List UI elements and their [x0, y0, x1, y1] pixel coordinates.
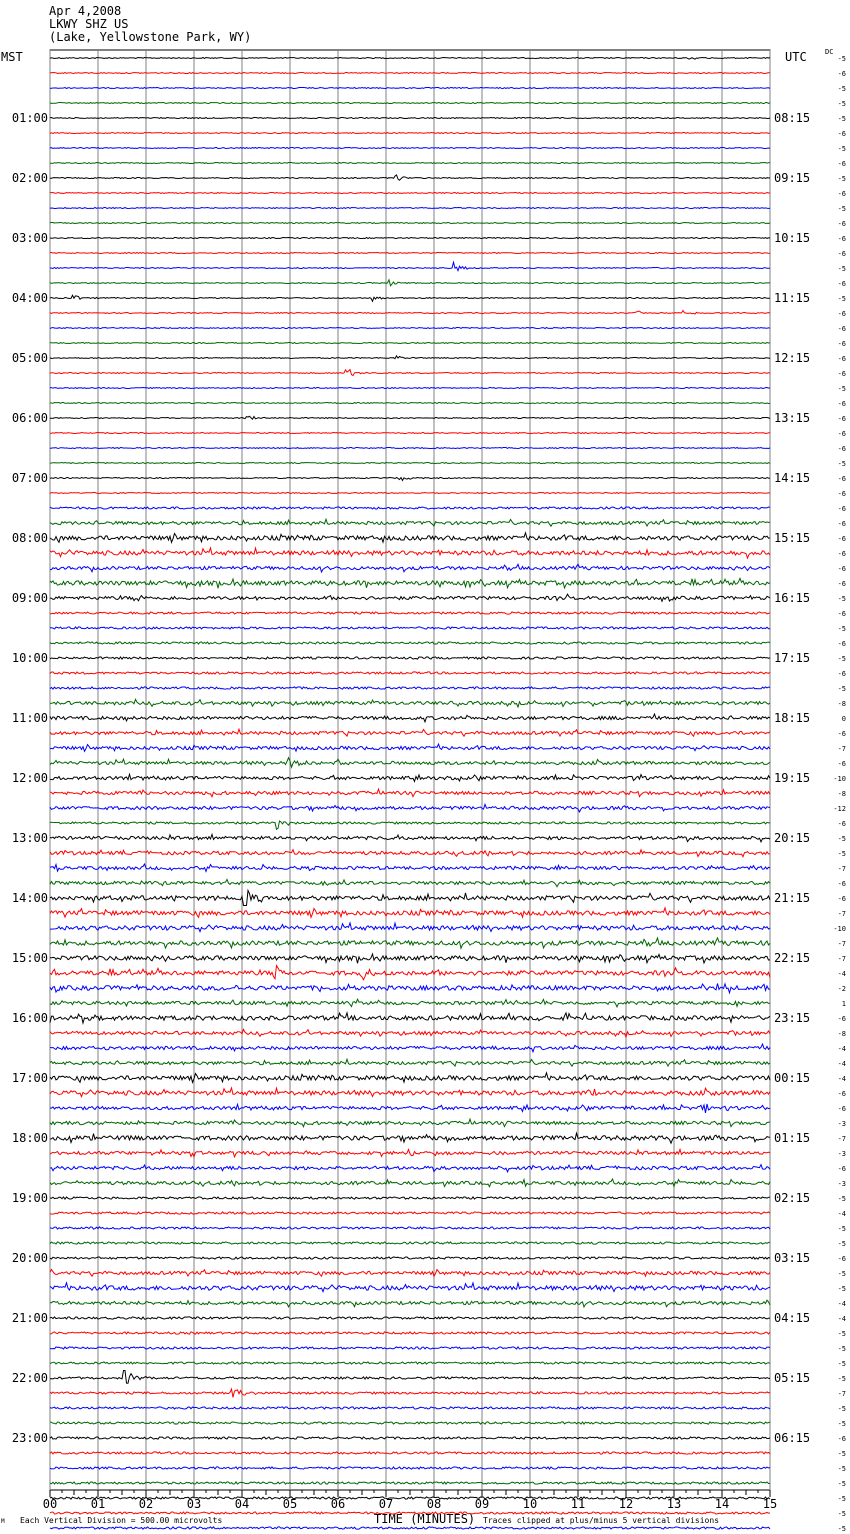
trace-line	[50, 612, 770, 614]
dc-offset-label: -10	[833, 925, 846, 933]
dc-offset-label: -5	[837, 835, 846, 843]
trace-line	[50, 966, 770, 980]
trace-line	[50, 507, 770, 509]
trace-line	[50, 262, 770, 270]
dc-offset-label: -6	[837, 820, 846, 828]
hour-label-utc: 15:15	[774, 531, 811, 545]
hour-label-mst: 08:00	[11, 531, 48, 545]
trace-line	[50, 1133, 770, 1143]
trace-line	[50, 879, 770, 886]
x-tick-label: 08	[426, 1497, 442, 1511]
hour-label-utc: 02:15	[774, 1191, 811, 1205]
dc-label: DC	[825, 48, 834, 56]
trace-line	[50, 834, 770, 842]
trace-line	[50, 1497, 770, 1499]
trace-line	[50, 627, 770, 629]
trace-line	[50, 821, 770, 829]
dc-offset-label: -6	[837, 130, 846, 138]
hour-label-mst: 01:00	[11, 111, 48, 125]
dc-offset-label: -5	[837, 460, 846, 468]
hour-label-utc: 06:15	[774, 1431, 811, 1445]
dc-offset-label: -6	[837, 235, 846, 243]
x-tick-label: 02	[138, 1497, 154, 1511]
trace-line	[50, 1389, 770, 1397]
dc-offset-label: -3	[837, 1180, 846, 1188]
trace-line	[50, 923, 770, 932]
dc-offset-label: -6	[837, 475, 846, 483]
hour-label-mst: 23:00	[11, 1431, 48, 1445]
dc-offset-label: -5	[837, 385, 846, 393]
trace-lines	[50, 58, 770, 1534]
trace-line	[50, 1467, 770, 1469]
x-tick-label: 15	[762, 1497, 778, 1511]
dc-offset-label: -6	[837, 1255, 846, 1263]
trace-line	[50, 193, 770, 194]
trace-line	[50, 1119, 770, 1127]
trace-line	[50, 729, 770, 736]
trace-line	[50, 699, 770, 707]
dc-offset-label: -5	[837, 1510, 846, 1518]
trace-line	[50, 758, 770, 768]
dc-offset-label: -5	[837, 265, 846, 273]
hour-label-utc: 22:15	[774, 951, 811, 965]
trace-line	[50, 891, 770, 906]
trace-line	[50, 343, 770, 344]
header-station: LKWY SHZ US	[49, 17, 129, 31]
dc-offset-label: -6	[837, 880, 846, 888]
hour-label-utc: 18:15	[774, 711, 811, 725]
dc-offset-label: -6	[837, 190, 846, 198]
dc-offset-label: -7	[837, 910, 846, 918]
dc-offset-label: -3	[837, 1150, 846, 1158]
hour-label-utc: 04:15	[774, 1311, 811, 1325]
trace-line	[50, 103, 770, 104]
x-axis-title: TIME (MINUTES)	[374, 1512, 476, 1526]
dc-offset-label: -5	[837, 1270, 846, 1278]
trace-line	[50, 1197, 770, 1199]
trace-line	[50, 850, 770, 857]
dc-offset-label: -5	[837, 1360, 846, 1368]
dc-offset-label: -6	[837, 370, 846, 378]
dc-offset-label: -6	[837, 505, 846, 513]
dc-offset-label: -6	[837, 160, 846, 168]
x-tick-label: 01	[90, 1497, 106, 1511]
dc-offset-label: -5	[837, 175, 846, 183]
dc-offset-label: -6	[837, 760, 846, 768]
dc-offset-label: -6	[837, 1090, 846, 1098]
dc-offset-label: -6	[837, 445, 846, 453]
trace-line	[50, 73, 770, 74]
trace-line	[50, 1059, 770, 1066]
trace-line	[50, 58, 770, 60]
dc-offset-label: -5	[837, 55, 846, 63]
trace-line	[50, 1512, 770, 1514]
trace-line	[50, 578, 770, 588]
trace-line	[50, 448, 770, 449]
dc-offset-label: -6	[837, 340, 846, 348]
x-tick-label: 05	[282, 1497, 298, 1511]
hour-label-utc: 19:15	[774, 771, 811, 785]
hour-label-utc: 20:15	[774, 831, 811, 845]
hour-label-utc: 08:15	[774, 111, 811, 125]
hour-label-utc: 14:15	[774, 471, 811, 485]
x-tick-label: 14	[714, 1497, 730, 1511]
x-tick-label: 09	[474, 1497, 490, 1511]
hour-label-mst: 15:00	[11, 951, 48, 965]
trace-line	[50, 223, 770, 224]
dc-offset-label: -6	[837, 250, 846, 258]
trace-line	[50, 118, 770, 119]
trace-line	[50, 984, 770, 993]
hour-label-mst: 09:00	[11, 591, 48, 605]
dc-offset-label: -7	[837, 865, 846, 873]
trace-line	[50, 548, 770, 558]
hour-label-mst: 06:00	[11, 411, 48, 425]
dc-offset-label: -4	[837, 1075, 846, 1083]
dc-offset-label: -5	[837, 625, 846, 633]
dc-offset-label: -5	[837, 295, 846, 303]
trace-line	[50, 1257, 770, 1259]
trace-line	[50, 88, 770, 89]
header-location: (Lake, Yellowstone Park, WY)	[49, 30, 252, 44]
trace-line	[50, 1407, 770, 1409]
dc-offset-label: -7	[837, 940, 846, 948]
trace-line	[50, 999, 770, 1007]
dc-offset-label: -2	[837, 985, 846, 993]
trace-line	[50, 295, 770, 301]
dc-offset-label: -5	[837, 655, 846, 663]
trace-line	[50, 1073, 770, 1083]
trace-line	[50, 533, 770, 543]
hour-label-mst: 17:00	[11, 1071, 48, 1085]
dc-offset-label: -5	[837, 145, 846, 153]
dc-offset-label: -5	[837, 1465, 846, 1473]
hour-label-mst: 18:00	[11, 1131, 48, 1145]
hour-label-mst: 05:00	[11, 351, 48, 365]
dc-offset-label: -4	[837, 1045, 846, 1053]
hour-label-utc: 17:15	[774, 651, 811, 665]
dc-offset-label: -5	[837, 1450, 846, 1458]
dc-offset-label: -6	[837, 430, 846, 438]
trace-line	[50, 163, 770, 164]
dc-offset-label: -6	[837, 535, 846, 543]
x-tick-label: 04	[234, 1497, 250, 1511]
dc-offset-label: -5	[837, 1225, 846, 1233]
dc-offset-label: -8	[837, 1030, 846, 1038]
dc-offset-label: -6	[837, 310, 846, 318]
hour-label-mst: 11:00	[11, 711, 48, 725]
trace-line	[50, 594, 770, 601]
hour-label-utc: 16:15	[774, 591, 811, 605]
trace-line	[50, 280, 770, 286]
trace-line	[50, 493, 770, 494]
hour-label-mst: 03:00	[11, 231, 48, 245]
trace-line	[50, 1104, 770, 1113]
dc-offset-label: -5	[837, 1285, 846, 1293]
x-tick-label: 07	[378, 1497, 394, 1511]
dc-offset-label: -6	[837, 220, 846, 228]
trace-line	[50, 370, 770, 376]
dc-offset-label: -6	[837, 520, 846, 528]
trace-line	[50, 1179, 770, 1187]
dc-offset-label: -6	[837, 355, 846, 363]
trace-line	[50, 657, 770, 659]
trace-line	[50, 253, 770, 254]
scale-note: Each Vertical Division = 500.00 microvolts	[20, 1516, 223, 1525]
dc-offset-label: -7	[837, 955, 846, 963]
trace-line	[50, 1347, 770, 1349]
hour-label-mst: 16:00	[11, 1011, 48, 1025]
trace-line	[50, 1362, 770, 1364]
trace-line	[50, 714, 770, 722]
trace-line	[50, 1482, 770, 1484]
trace-line	[50, 1088, 770, 1097]
dc-offset-label: -5	[837, 1330, 846, 1338]
dc-offset-label: -8	[837, 790, 846, 798]
hour-label-mst: 10:00	[11, 651, 48, 665]
hour-label-utc: 09:15	[774, 171, 811, 185]
trace-line	[50, 789, 770, 797]
dc-offset-label: -6	[837, 70, 846, 78]
hour-label-utc: 00:15	[774, 1071, 811, 1085]
hour-label-mst: 12:00	[11, 771, 48, 785]
dc-offset-label: -6	[837, 640, 846, 648]
hour-label-utc: 01:15	[774, 1131, 811, 1145]
trace-line	[50, 477, 770, 480]
clip-note: Traces clipped at plus/minus 5 vertical divisions	[483, 1516, 720, 1525]
trace-line	[50, 642, 770, 644]
dc-offset-label: -6	[837, 1015, 846, 1023]
trace-line	[50, 1165, 770, 1172]
trace-line	[50, 519, 770, 526]
trace-line	[50, 1317, 770, 1319]
trace-line	[50, 687, 770, 689]
trace-line	[50, 938, 770, 948]
dc-offset-label: -4	[837, 1315, 846, 1323]
dc-offset-label: -4	[837, 1210, 846, 1218]
dc-offset-label: -5	[837, 1195, 846, 1203]
trace-line	[50, 1371, 770, 1384]
trace-line	[50, 672, 770, 674]
trace-line	[50, 1227, 770, 1229]
hour-label-mst: 19:00	[11, 1191, 48, 1205]
dc-offset-label: -6	[837, 550, 846, 558]
hour-label-utc: 12:15	[774, 351, 811, 365]
x-tick-label: 06	[330, 1497, 346, 1511]
trace-line	[50, 1013, 770, 1023]
dc-offset-label: -10	[833, 775, 846, 783]
dc-offset-label: 0	[841, 715, 846, 723]
trace-line	[50, 148, 770, 149]
trace-line	[50, 175, 770, 180]
trace-line	[50, 311, 770, 315]
hour-label-mst: 20:00	[11, 1251, 48, 1265]
x-tick-label: 11	[570, 1497, 586, 1511]
trace-line	[50, 908, 770, 918]
trace-line	[50, 433, 770, 434]
dc-offset-label: -6	[837, 280, 846, 288]
trace-line	[50, 416, 770, 419]
trace-line	[50, 1527, 770, 1529]
hour-label-utc: 23:15	[774, 1011, 811, 1025]
dc-offset-label: -6	[837, 565, 846, 573]
header-date: Apr 4,2008	[49, 4, 122, 18]
dc-offset-label: -5	[837, 205, 846, 213]
trace-line	[50, 744, 770, 751]
dc-offset-label: -7	[837, 1390, 846, 1398]
grid-lines	[50, 50, 770, 1497]
dc-offset-label: -6	[837, 400, 846, 408]
x-tick-label: 13	[666, 1497, 682, 1511]
trace-line	[50, 1437, 770, 1439]
trace-line	[50, 1283, 770, 1292]
dc-offset-label: -3	[837, 1120, 846, 1128]
dc-offset-label: -5	[837, 850, 846, 858]
dc-offset-label: -5	[837, 85, 846, 93]
dc-offset-label: -5	[837, 685, 846, 693]
trace-line	[50, 463, 770, 464]
dc-offset-label: -6	[837, 325, 846, 333]
dc-offset-label: -7	[837, 745, 846, 753]
dc-offset-label: -5	[837, 115, 846, 123]
dc-offset-label: -5	[837, 1405, 846, 1413]
left-timezone-label: MST	[1, 50, 23, 64]
hour-label-mst: 02:00	[11, 171, 48, 185]
trace-line	[50, 1242, 770, 1244]
dc-offset-label: -4	[837, 1060, 846, 1068]
hour-label-utc: 11:15	[774, 291, 811, 305]
trace-line	[50, 1029, 770, 1037]
hour-label-utc: 03:15	[774, 1251, 811, 1265]
trace-line	[50, 564, 770, 572]
trace-line	[50, 388, 770, 389]
trace-line	[50, 1422, 770, 1424]
dc-offset-label: -6	[837, 895, 846, 903]
corner-mark: M	[1, 1518, 5, 1525]
x-tick-label: 10	[522, 1497, 538, 1511]
dc-offset-label: -6	[837, 1105, 846, 1113]
trace-line	[50, 208, 770, 209]
dc-offset-label: -5	[837, 1375, 846, 1383]
hour-label-mst: 07:00	[11, 471, 48, 485]
x-tick-label: 00	[42, 1497, 58, 1511]
hour-label-utc: 05:15	[774, 1371, 811, 1385]
hour-label-mst: 04:00	[11, 291, 48, 305]
dc-offset-label: -6	[837, 1435, 846, 1443]
dc-offset-label: -5	[837, 1345, 846, 1353]
hour-label-utc: 13:15	[774, 411, 811, 425]
dc-offset-label: -6	[837, 490, 846, 498]
dc-offset-label: -6	[837, 670, 846, 678]
dc-offset-label: -5	[837, 1240, 846, 1248]
trace-line	[50, 403, 770, 404]
hour-label-mst: 13:00	[11, 831, 48, 845]
trace-line	[50, 774, 770, 781]
trace-line	[50, 1149, 770, 1156]
dc-offset-label: -12	[833, 805, 846, 813]
dc-offset-label: -5	[837, 595, 846, 603]
trace-line	[50, 1212, 770, 1214]
right-timezone-label: UTC	[785, 50, 807, 64]
hour-label-mst: 22:00	[11, 1371, 48, 1385]
dc-offset-label: -6	[837, 730, 846, 738]
trace-line	[50, 238, 770, 239]
dc-offset-label: 1	[841, 1000, 846, 1008]
trace-line	[50, 1452, 770, 1454]
dc-offset-label: -4	[837, 970, 846, 978]
x-tick-label: 12	[618, 1497, 634, 1511]
dc-offset-label: -7	[837, 1135, 846, 1143]
dc-offset-label: -5	[837, 1495, 846, 1503]
dc-offset-label: -6	[837, 415, 846, 423]
dc-offset-label: -6	[837, 1165, 846, 1173]
trace-line	[50, 804, 770, 812]
trace-line	[50, 1332, 770, 1334]
dc-offset-label: -6	[837, 580, 846, 588]
dc-offset-label: -5	[837, 1420, 846, 1428]
dc-offset-label: -5	[837, 100, 846, 108]
trace-line	[50, 1270, 770, 1277]
trace-line	[50, 1300, 770, 1307]
hour-label-mst: 21:00	[11, 1311, 48, 1325]
trace-line	[50, 864, 770, 871]
hour-label-mst: 14:00	[11, 891, 48, 905]
trace-line	[50, 1044, 770, 1052]
hour-label-utc: 21:15	[774, 891, 811, 905]
dc-offset-label: -8	[837, 700, 846, 708]
dc-offset-label: -5	[837, 1480, 846, 1488]
dc-offset-label: -4	[837, 1300, 846, 1308]
trace-line	[50, 356, 770, 359]
trace-line	[50, 954, 770, 963]
trace-line	[50, 133, 770, 134]
trace-line	[50, 328, 770, 329]
dc-offset-label: -6	[837, 610, 846, 618]
x-tick-label: 03	[186, 1497, 202, 1511]
dc-offset-label: -5	[837, 1525, 846, 1533]
hour-label-utc: 10:15	[774, 231, 811, 245]
